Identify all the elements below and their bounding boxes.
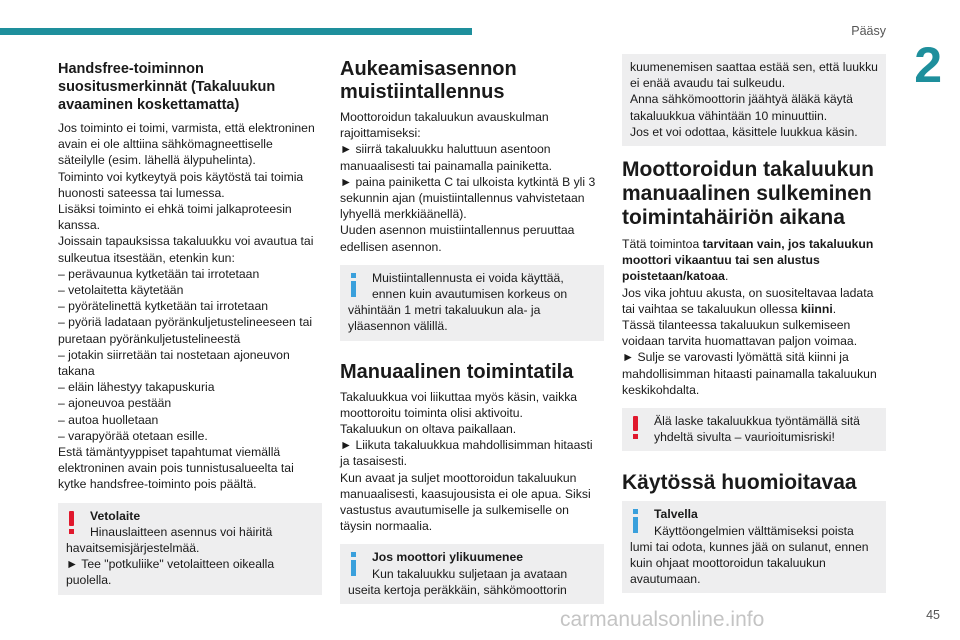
info-icon [630,509,642,533]
info-icon [348,552,360,576]
info-icon [348,273,360,297]
body-text-a: Jos vika johtuu akusta, on suositeltavaa ladata tai vaihtaa se takaluukun ollessa [622,285,874,316]
manual-mode-heading: Manuaalinen toimintatila [340,360,574,383]
winter-info-note [622,501,886,593]
winter-note-line1: Käyttöongelmien välttämiseksi poista [654,523,854,538]
intro-text-b: tarvitaan vain, jos takaluukun moottori vikaantuu tai sen alustus poistetaan/katoaa [622,237,874,284]
watermark: carmanualsonline.info [560,608,765,631]
handsfree-body: Jos toiminto ei toimi, varmista, että elektroninen avain ei ole alttiina sähkömagneettiselle säteilylle (esim. lähellä älypuhelinta). Toiminto voi kytkeytyä pois käytöstä tai toimia huonosti sateessa tai lumessa. Lisäksi toiminto ei ehkä toimi jalkaproteesin kanssa. Joissain tapauksissa takaluukku voi avautua tai sulkeutua itsestään, etenkin kun: – perävaunua kytketään tai irrotetaan – vetolaitetta käytetään – pyörätelinettä kytketään tai irrotetaan – pyöriä ladataan pyöränkuljetustelineeseen tai puretaan pyöränkuljetustelineestä – jotakin siirretään tai nostetaan ajoneuvon takana – eläin lähestyy takapuskuria – ajoneuvoa pestään – autoa huolletaan – varapyörää otetaan esille. Estä tämäntyyppiset tapahtumat viemällä elektroninen avain pois tunnistusalueelta tai kytke handsfree-toiminto pois päältä. [58,121,315,492]
opening-memory-body: Moottoroidun takaluukun avauskulman rajoittamiseksi: ► siirrä takaluukku haluttuun asentoon manuaalisesti tai painamalla painiketta. ► paina painiketta C tai ulkoista kytkintä B yli 3 sekunnin ajan (muistiintallennus vahvistetaan lyhyellä merkkiäänellä). Uuden asennon muistiintallennus peruuttaa edellisen asennon. [340,110,596,254]
side-push-note-line1: Älä laske takaluukkua työntämällä sitä [654,414,860,429]
overheat-note-rest: useita kertoja peräkkäin, sähkömoottorin [348,582,567,597]
towbar-note-title: Vetolaite [90,508,141,523]
body-text-c: . Tässä tilanteessa takaluukun sulkemiseen voidaan tarvita huomattavan paljon voimaa. ► Sulje se varovasti lyömättä sitä kiinni ja mahdollisimman hitaasti painamalla takaluukun keskikohdalta. [622,301,877,397]
memory-note-rest: vähintään 1 metri takaluukun ala- ja yläasennon välillä. [348,303,541,334]
header-accent-bar [0,28,472,35]
towbar-note-rest: havaitsemisjärjestelmää. ► Tee "potkuliike" vetolaitteen oikealla puolella. [66,541,275,588]
warning-icon [66,511,78,535]
memory-info-note [340,265,604,341]
manual-mode-body: Takaluukkua voi liikuttaa myös käsin, vaikka moottoroitu toiminta olisi aktivoitu. Takaluukun on oltava paikallaan. ► Liikuta takaluukkua mahdollisimman hitaasti ja tasaisesti. Kun avaat ja suljet moottoroidun takaluukun manuaalisesti, kaasujousista ei ole apua. Siksi vastustus avautumiselle ja sulkemiselle on täysin normaalia. [340,389,593,534]
column-1 [58,60,322,595]
manual-closing-intro [622,236,886,285]
winter-note-rest: lumi tai odota, kunnes jää on sulanut, ennen kuin ohjaat moottoroidun takaluukun avautumaan. [630,539,869,587]
side-push-note-line2: yhdeltä sivulta – vaurioitumisriski! [654,430,835,445]
manual-closing-heading: Moottoroidun takaluukun manuaalinen sulkeminen toimintahäiriön aikana [622,158,874,230]
overheat-info-note [340,544,604,604]
usage-notes-heading: Käytössä huomioitavaa [622,471,857,495]
overheat-note-continued [622,54,886,146]
overheat-note-title: Jos moottori ylikuumenee [372,550,524,565]
overheat-note-cont-text: kuumenemisen saattaa estää sen, että luukku ei enää avaudu tai sulkeudu. Anna sähkömoottorin jäähtyä äläkä käytä takaluukkua vähintään 10 minuuttiin. Jos et voi odottaa, käsittele luukkua käsin. [630,60,878,139]
memory-note-line1: Muistiintallennusta ei voida käyttää, [372,270,564,285]
column-2 [340,58,604,604]
towbar-warning-note [58,503,322,595]
memory-note-line2: ennen kuin avautumisen korkeus on [372,287,568,302]
intro-text-c: . [724,269,729,284]
section-title: Pääsy [851,24,886,38]
opening-memory-heading: Aukeamisasennon muistiintallennus [340,58,517,103]
chapter-number: 2 [914,37,942,93]
warning-icon [630,416,642,440]
body-text-b: kiinni [800,301,833,316]
column-3 [622,54,886,593]
overheat-note-line1: Kun takaluukku suljetaan ja avataan [372,566,568,581]
side-push-warning-note [622,408,886,451]
page-number: 45 [926,608,940,622]
towbar-note-line1: Hinauslaitteen asennus voi häiritä [90,524,273,539]
winter-note-title: Talvella [654,507,698,522]
manual-closing-body [622,285,886,398]
handsfree-heading: Handsfree-toiminnon suositusmerkinnät (Takaluukun avaaminen koskettamatta) [58,61,276,113]
intro-text-a: Tätä toimintoa [622,237,703,252]
